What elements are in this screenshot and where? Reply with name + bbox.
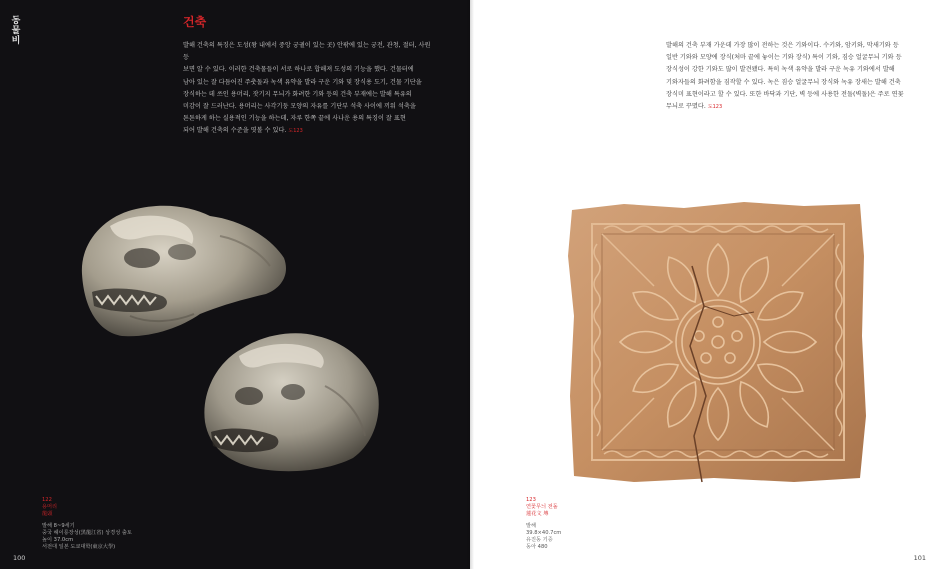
caption-detail: 서전대 일본 도쿄대학(東京大學) xyxy=(42,544,116,550)
caption-name-hanja: 龍頭 xyxy=(42,511,53,517)
body-line: 장식성이 강한 기와도 많이 발견됐다. 특히 녹색 유약을 발라 구운 녹유 기와에서 발해 xyxy=(666,66,895,74)
caption-name-hanja: 蓮花文 塼 xyxy=(526,511,549,517)
chapter-tab xyxy=(9,16,23,46)
left-body-text xyxy=(183,40,438,138)
caption-detail: 발해 8~9세기 xyxy=(42,523,75,529)
body-line: 기와자들의 화려함을 짐작할 수 있다. 녹은 짐승 얼굴무늬 장식와 녹유 장새는 발해 건축 xyxy=(666,78,901,86)
caption-right xyxy=(526,497,561,551)
body-line: 보면 알 수 있다. 이러한 건축물들이 서로 하나로 합해져 도성의 기능을 했다. 건물터에 xyxy=(183,66,414,74)
chapter-tab-char: 동 xyxy=(11,16,21,26)
caption-detail: 높이 37.0cm xyxy=(42,537,74,543)
caption-name: 용머리 xyxy=(42,504,58,510)
body-line xyxy=(183,125,438,137)
right-body-text xyxy=(666,40,906,113)
body-line: 일반 기와와 모양에 장식(처마 끝에 놓이는 기와 장식) 특이 기와, 짐승 얼굴무늬 기와 등 xyxy=(666,54,902,62)
right-page xyxy=(470,0,940,569)
body-line: 튼튼하게 하는 실용적인 기능을 하는데, 자루 한쪽 끝에 사나운 용의 특징이 잘 표현 xyxy=(183,115,406,123)
lotus-brick-photo xyxy=(564,196,874,486)
body-line xyxy=(666,101,906,113)
caption-detail: 유진동 기증 xyxy=(526,537,553,543)
dragon-head-photo-upper xyxy=(70,196,295,346)
figure-reference[interactable]: 도123 xyxy=(707,104,723,111)
body-line: 발해의 건축 부재 가운데 가장 많이 전하는 것은 기와이다. 수키와, 암키와, 막새기와 등 xyxy=(666,42,899,49)
body-line: 발해 건축의 특징은 도성(왕 내에서 중앙 궁궐이 있는 곳) 안팎에 있는 궁전, 관청, 절터, 사원 등 xyxy=(183,42,431,62)
body-line-text: 되어 발해 건축의 수준을 엿볼 수 있다. xyxy=(183,127,287,135)
dragon-head-photo-lower xyxy=(195,326,385,476)
figure-reference[interactable]: 도123 xyxy=(288,128,303,135)
section-title: 건축 xyxy=(183,15,207,29)
body-line: 장식미 표현이라고 할 수 있다. 또한 바닥과 기단, 벽 등에 사용한 전돌(벽돌)은 주로 연꽃 xyxy=(666,90,904,98)
caption-detail: 발해 xyxy=(526,523,537,529)
chapter-tab-char: 물 xyxy=(11,26,21,36)
caption-name: 연꽃무늬 전돌 xyxy=(526,504,558,510)
page-number-right: 101 xyxy=(913,554,926,562)
caption-detail: 동아 480 xyxy=(526,544,548,550)
body-line: 남아 있는 잘 다듬어진 주춧돌과 녹색 유약을 발라 구운 기와 및 장식용 도기, 건물 기단을 xyxy=(183,78,422,86)
caption-number: 122 xyxy=(42,497,52,503)
caption-detail: 39.8×40.7cm xyxy=(526,530,562,536)
book-gutter xyxy=(466,0,474,569)
body-line: 미감이 잘 드러난다. 용머리는 사각기둥 모양의 자유를 기단부 석축 사이에 끼워 석축을 xyxy=(183,103,416,111)
caption-left xyxy=(42,497,132,551)
body-line-text: 무늬로 꾸몄다. xyxy=(666,103,706,111)
body-line: 장식하는 데 쓰인 용머리, 잣기지 무늬가 화려한 기와 등의 건축 부재에는 발해 특유의 xyxy=(183,90,412,98)
page-number-left: 100 xyxy=(13,554,26,562)
chapter-tab-char: 비 xyxy=(11,36,21,46)
caption-detail: 중국 헤이룽장성(黑龍江省) 상경성 출토 xyxy=(42,530,132,536)
caption-number: 123 xyxy=(526,497,536,503)
